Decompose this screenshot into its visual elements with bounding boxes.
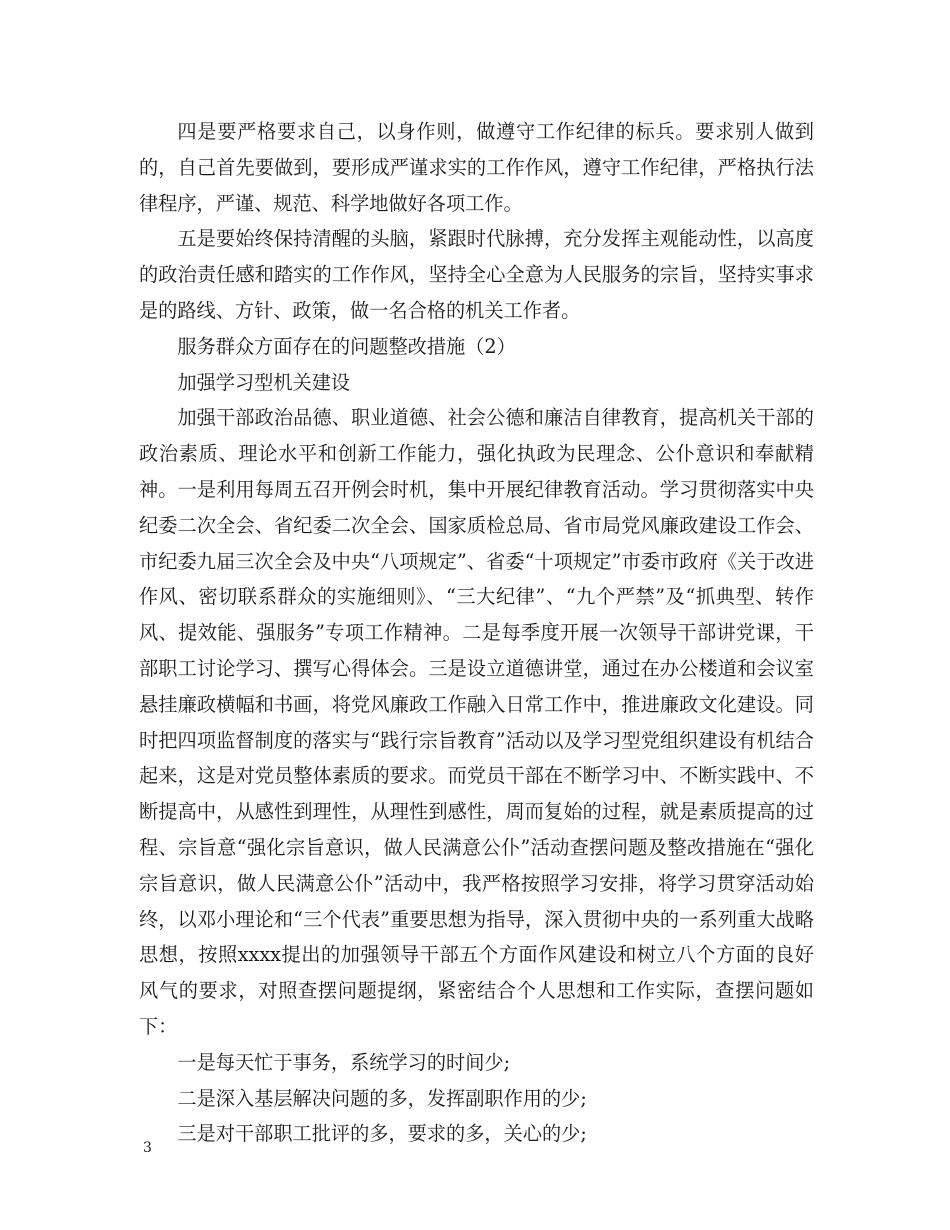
subsection-heading: 加强学习型机关建设 <box>177 370 351 394</box>
problem-item-three: 三是对干部职工批评的多，要求的多，关心的少; <box>177 1122 587 1146</box>
problem-item-two: 二是深入基层解决问题的多，发挥副职作用的少; <box>177 1086 587 1110</box>
problem-item-one: 一是每天忙于事务，系统学习的时间少; <box>177 1050 511 1074</box>
paragraph-item-four: 四是要严格要求自己，以身作则，做遵守工作纪律的标兵。要求别人做到的，自己首先要做到，要形成严谨求实的工作作风，遵守工作纪律，严格执行法律程序，严谨、规范、科学地做好各项工作。 <box>139 120 814 215</box>
section-heading: 服务群众方面存在的问题整改措施（2） <box>177 334 516 358</box>
paragraph-item-five: 五是要始终保持清醒的头脑，紧跟时代脉搏，充分发挥主观能动性，以高度的政治责任感和踏实的工作作风，坚持全心全意为人民服务的宗旨，坚持实事求是的路线、方针、政策，做一名合格的机关工作者。 <box>139 227 814 322</box>
body-paragraph: 加强干部政治品德、职业道德、社会公德和廉洁自律教育，提高机关干部的政治素质、理论水平和创新工作能力，强化执政为民理念、公仆意识和奉献精神。一是利用每周五召开例会时机，集中开展纪律教育活动。学习贯彻落实中央纪委二次全会、省纪委二次全会、国家质检总局、省市局党风廉政建设工作会、市纪委九届三次全会及中央“八项规定”、省委“十项规定”市委市政府《关于改进作风、密切联系群众的实施细则》、“三大纪律”、“九个严禁”及“抓典型、转作风、提效能、强服务”专项工作精神。二是每季度开展一次领导干部讲党课，干部职工讨论学习、撰写心得体会。三是设立道德讲堂，通过在办公楼道和会议室悬挂廉政横幅和书画，将党风廉政工作融入日常工作中，推进廉政文化建设。同时把四项监督制度的落实与“践行宗旨教育”活动以及学习型党组织建设有机结合起来，这是对党员整体素质的要求。而党员干部在不断学习中、不断实践中、不断提高中，从感性到理性，从理性到感性，周而复始的过程，就是素质提高的过程、宗旨意“强化宗旨意识，做人民满意公仆”活动查摆问题及整改措施在“强化宗旨意识，做人民满意公仆”活动中，我严格按照学习安排，将学习贯穿活动始终，以邓小理论和“三个代表”重要思想为指导，深入贯彻中央的一系列重大战略思想，按照xxxx提出的加强领导干部五个方面作风建设和树立八个方面的良好风气的要求，对照查摆问题提纲，紧密结合个人思想和工作实际，查摆问题如下： <box>139 406 814 1038</box>
document-body <box>139 114 814 1152</box>
page-number: 3 <box>143 1140 152 1156</box>
